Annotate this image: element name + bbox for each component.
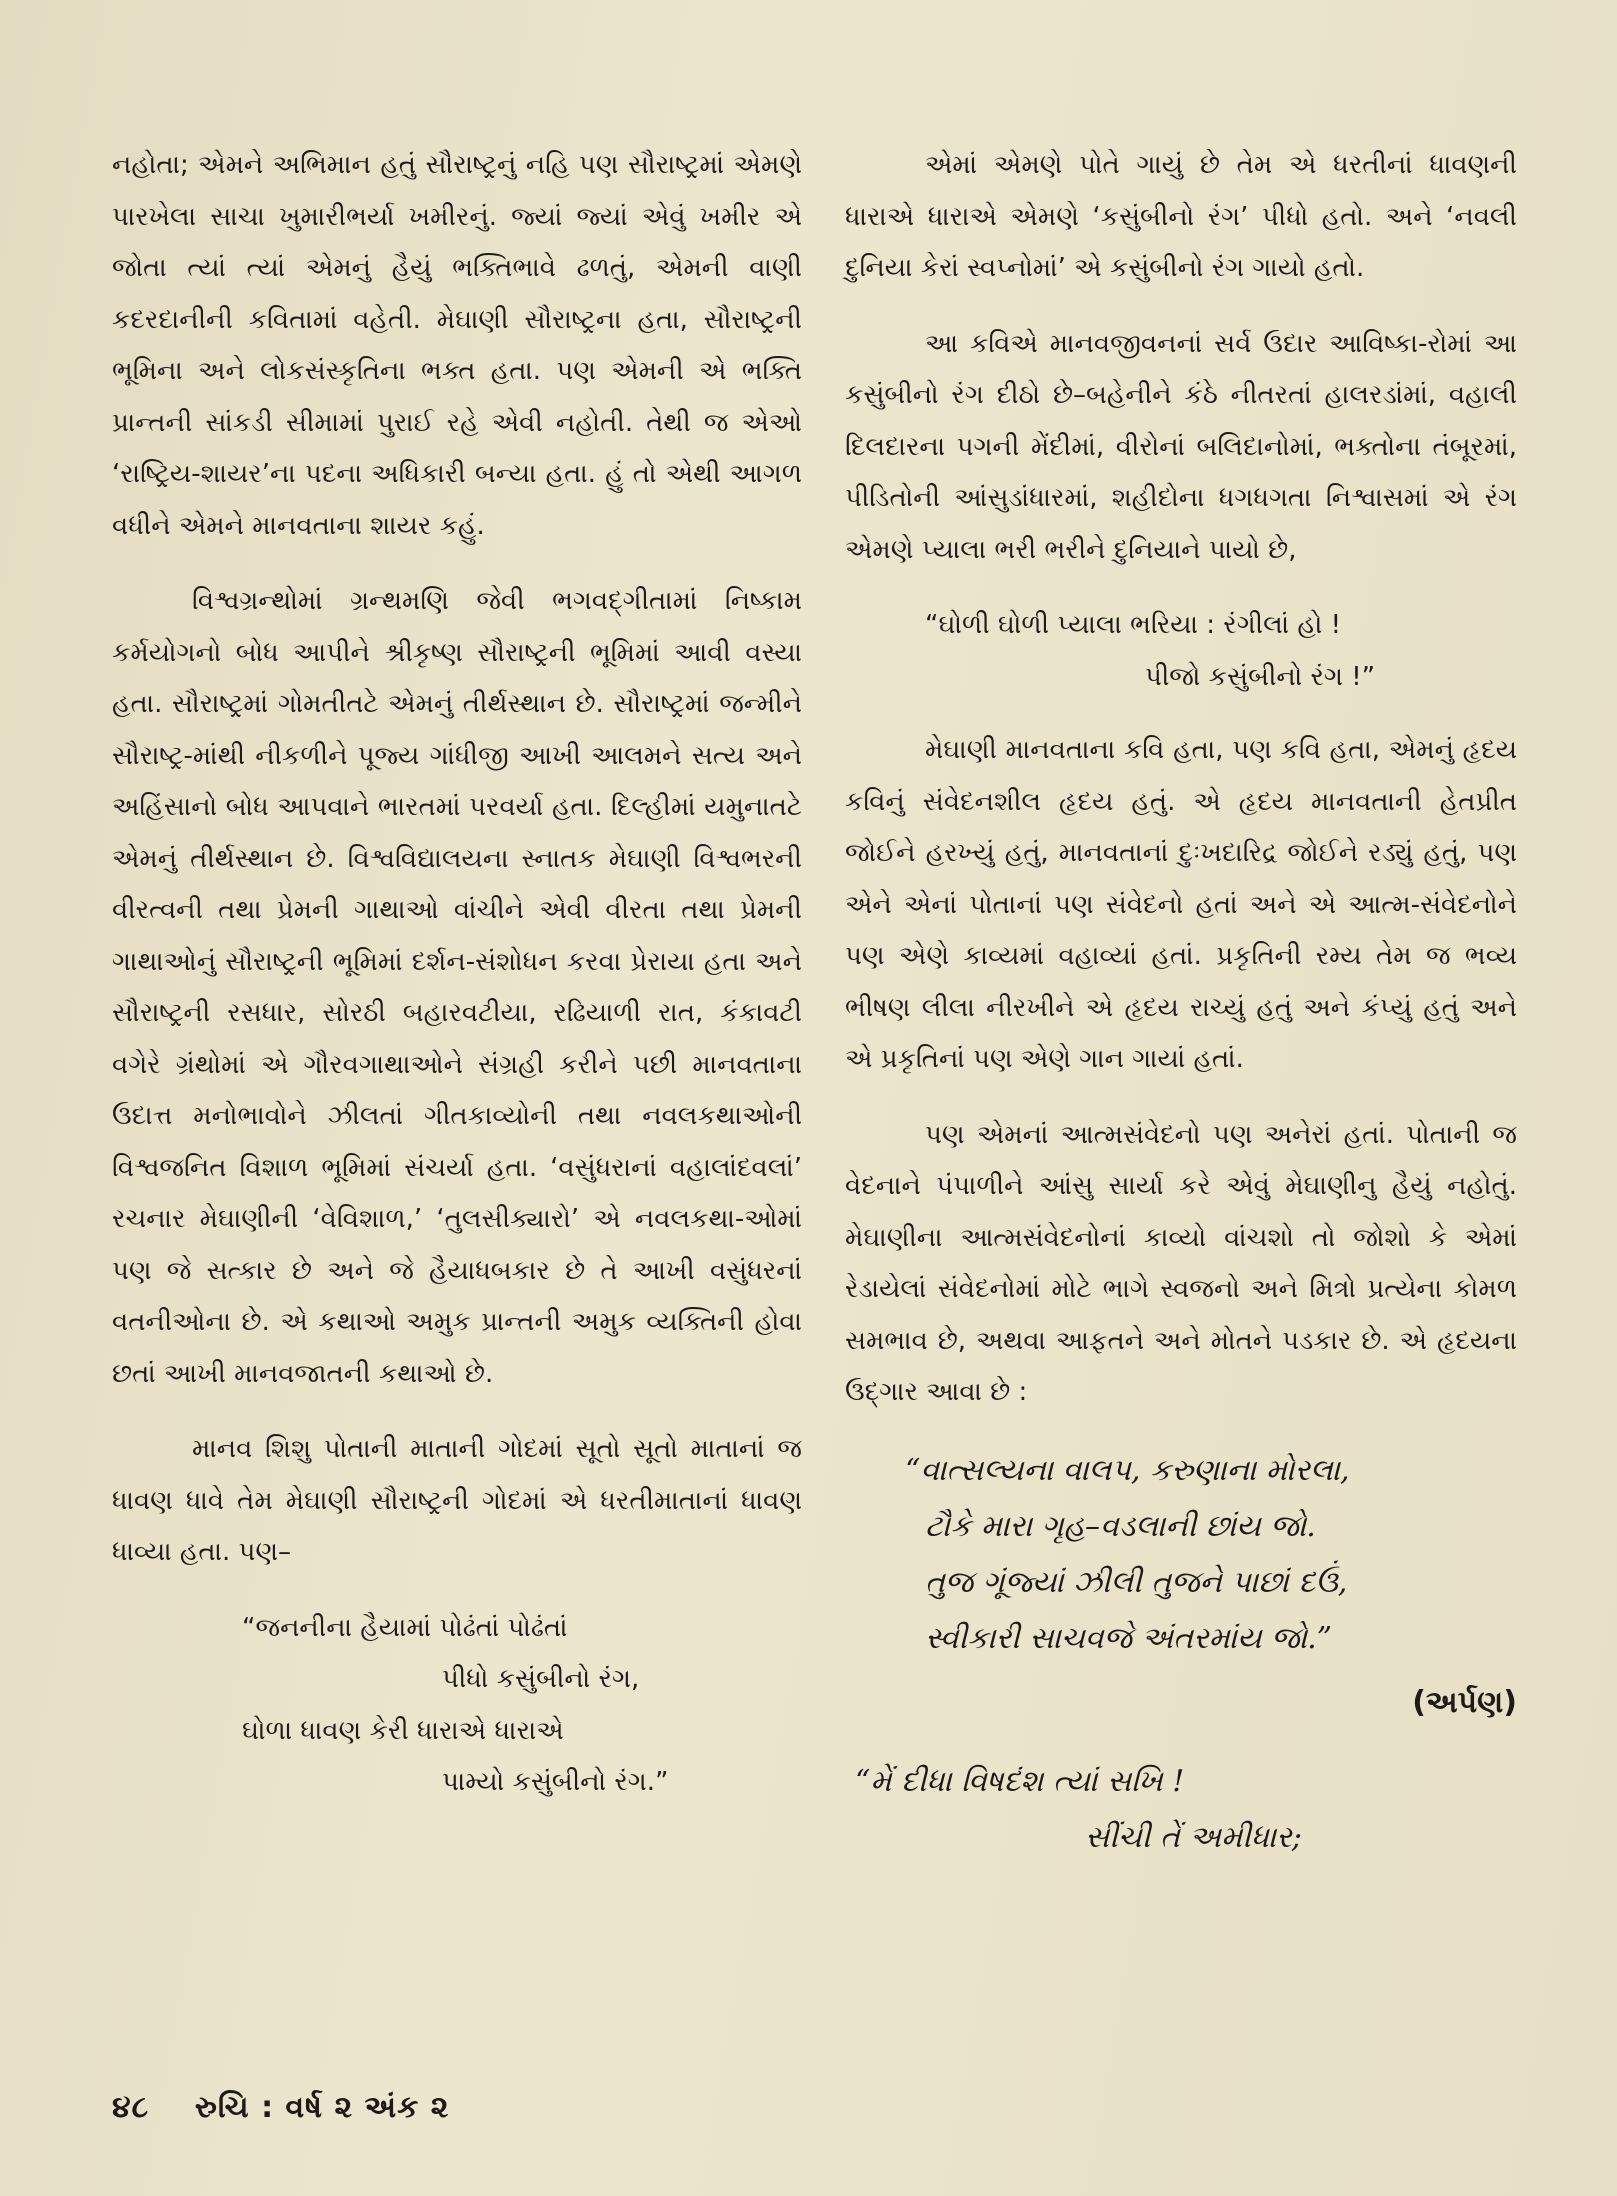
left-column	[112, 140, 802, 1831]
second-quoted-poem	[845, 1754, 1517, 1866]
page-footer	[112, 2090, 449, 2125]
poem-line: ટૌકે મારા ગૃહ–વડલાની છાંય જો.	[925, 1508, 1316, 1544]
verse-line: પીધો કસુંબીનો રંગ,	[442, 1664, 640, 1694]
page-number: ૪૮	[112, 2090, 150, 2125]
verse-line: “ઘોળી ઘોળી પ્યાલા ભરિયા : રંગીલાં હો !	[925, 610, 1342, 640]
verse-line: પામ્યો કસુંબીનો રંગ.”	[442, 1767, 669, 1797]
left-paragraph-2: વિશ્વગ્રન્થોમાં ગ્રન્થમણિ જેવી ભગવદ્ગીતામાં નિષ્કામ કર્મયોગનો બોધ આપીને શ્રીકૃષ્ણ સૌરાષ્ટ્રની ભૂમિમાં આવી વસ્યા હતા. સૌરાષ્ટ્રમાં ગોમતીતટે એમનું તીર્થસ્થાન છે. સૌરાષ્ટ્રમાં જન્મીને સૌરાષ્ટ્ર-માંથી નીકળીને પૂજ્ય ગાંધીજી આખી આલમને સત્ય અને અહિંસાનો બોધ આપવાને ભારતમાં પરવર્યા હતા. દિલ્હીમાં યમુનાતટે એમનું તીર્થસ્થાન છે. વિશ્વવિદ્યાલયના સ્નાતક મેઘાણી વિશ્વભરની વીરત્વની તથા પ્રેમની ગાથાઓ વાંચીને એવી વીરતા તથા પ્રેમની ગાથાઓનું સૌરાષ્ટ્રની ભૂમિમાં દર્શન-સંશોધન કરવા પ્રેરાયા હતા અને સૌરાષ્ટ્રની રસધાર, સોરઠી બહારવટીયા, રઢિયાળી રાત, કંકાવટી વગેરે ગ્રંથોમાં એ ગૌરવગાથાઓને સંગ્રહી કરીને પછી માનવતાના ઉદાત્ત મનોભાવોને ઝીલતાં ગીતકાવ્યોની તથા નવલકથાઓની વિશ્વજનિત વિશાળ ભૂમિમાં સંચર્યા હતા. ‘વસુંધરાનાં વહાલાંદવલાં’ રચનાર મેઘાણીની ‘વેવિશાળ,’ ‘તુલસીક્યારો’ એ નવલકથા-ઓમાં પણ જે સત્કાર છે અને જે હૈયાધબકાર છે તે આખી વસુંધરનાં વતનીઓના છે. એ કથાઓ અમુક પ્રાન્તની અમુક વ્યક્તિની હોવા છતાં આખી માનવજાતની કથાઓ છે.	[112, 586, 802, 1389]
verse-line: ઘોળા ધાવણ કેરી ધારાએ ધારાએ	[242, 1715, 564, 1746]
verse-line: પીજો કસુંબીનો રંગ !”	[1145, 661, 1376, 692]
poem-line: “વાત્સલ્યના વાલપ, કરુણાના મોરલા,	[905, 1452, 1350, 1488]
right-paragraph-4: પણ એમનાં આત્મસંવેદનો પણ અનેરાં હતાં. પોતાની જ વેદનાને પંપાળીને આંસુ સાર્યા કરે એવું મેઘાણીનુ હૈયું નહોતું. મેઘાણીના આત્મસંવેદનોનાં કાવ્યો વાંચશો તો જોશો કે એમાં રેડાયેલાં સંવેદનોમાં મોટે ભાગે સ્વજનો અને મિત્રો પ્રત્યેના કોમળ સમભાવ છે, અથવા આફતને અને મોતને પડકાર છે. એ હૃદયના ઉદ્ગાર આવા છે :	[845, 1119, 1517, 1407]
right-column	[845, 140, 1517, 1866]
right-paragraph-2: આ કવિએ માનવજીવનનાં સર્વ ઉદાર આવિષ્કા-રોમાં આ કસુંબીનો રંગ દીઠો છે–બહેનીને કંઠે નીતરતાં હાલરડાંમાં, વહાલી દિલદારના પગની મેંદીમાં, વીરોનાં બલિદાનોમાં, ભક્તોના તંબૂરમાં, પીડિતોની આંસુડાંધારમાં, શહીદોના ધગધગતા નિશ્વાસમાં એ રંગ એમણે પ્યાલા ભરી ભરીને દુનિયાને પાયો છે,	[845, 328, 1517, 565]
poem-line: સ્વીકારી સાચવજે અંતરમાંય જો.”	[925, 1620, 1332, 1656]
running-title: રુચિ : વર્ષ ૨ અંક ૨	[194, 2090, 450, 2125]
poem-line: “મેં દીધા વિષદંશ ત્યાં સખિ !	[855, 1764, 1185, 1799]
left-paragraph-3: માનવ શિશુ પોતાની માતાની ગોદમાં સૂતો સૂતો માતાનાં જ ધાવણ ધાવે તેમ મેઘાણી સૌરાષ્ટ્રની ગોદમાં એ ધરતીમાતાનાં ધાવણ ધાવ્યા હતા. પણ–	[112, 1434, 802, 1567]
left-verse	[112, 1603, 802, 1809]
right-verse	[845, 600, 1517, 703]
poem-line: તુજ ગૂંજ્યાં ઝીલી તુજને પાછાં દઉં,	[925, 1564, 1348, 1600]
right-paragraph-1: એમાં એમણે પોતે ગાયું છે તેમ એ ધરતીનાં ધાવણની ધારાએ ધારાએ એમણે ‘કસુંબીનો રંગ’ પીધો હતો. અને ‘નવલી દુનિયા કેરાં સ્વપ્નોમાં’ એ કસુંબીનો રંગ ગાયો હતો.	[845, 150, 1517, 283]
poem-source: (અર્પણ)	[1412, 1684, 1517, 1720]
quoted-poem	[845, 1443, 1517, 1667]
left-paragraph-1: નહોતા; એમને અભિમાન હતું સૌરાષ્ટ્રનું નહિ પણ સૌરાષ્ટ્રમાં એમણે પારખેલા સાચા ખુમારીભર્યા ખમીરનું. જ્યાં જ્યાં એવું ખમીર એ જોતા ત્યાં ત્યાં એમનું હૈયું ભક્તિભાવે ઢળતું, એમની વાણી કદરદાનીની કવિતામાં વહેતી. મેઘાણી સૌરાષ્ટ્રના હતા, સૌરાષ્ટ્રની ભૂમિના અને લોકસંસ્કૃતિના ભક્ત હતા. પણ એમની એ ભક્તિ પ્રાન્તની સાંકડી સીમામાં પુરાઈ રહે એવી નહોતી. તેથી જ એઓ ‘રાષ્ટ્રિય-શાયર’ના પદના અધિકારી બન્યા હતા. હું તો એથી આગળ વધીને એમને માનવતાના શાયર કહું.	[112, 150, 802, 541]
verse-line: “જનનીના હૈયામાં પોઢંતાં પોઢંતાં	[242, 1612, 568, 1643]
right-paragraph-3: મેઘાણી માનવતાના કવિ હતા, પણ કવિ હતા, એમનું હૃદય કવિનું સંવેદનશીલ હૃદય હતું. એ હૃદય માનવતાની હેતપ્રીત જોઈને હરખ્યું હતું, માનવતાનાં દુઃખદારિદ્ર જોઈને રડ્યું હતું, પણ એને એનાં પોતાનાં પણ સંવેદનો હતાં અને એ આત્મ-સંવેદનોને પણ એણે કાવ્યમાં વહાવ્યાં હતાં. પ્રકૃતિની રમ્ય તેમ જ ભવ્ય ભીષણ લીલા નીરખીને એ હૃદય રાચ્યું હતું અને કંપ્યું હતું અને એ પ્રકૃતિનાં પણ એણે ગાન ગાયાં હતાં.	[845, 735, 1517, 1074]
poem-line: સીંચી તેં અમીધાર;	[1085, 1820, 1302, 1855]
